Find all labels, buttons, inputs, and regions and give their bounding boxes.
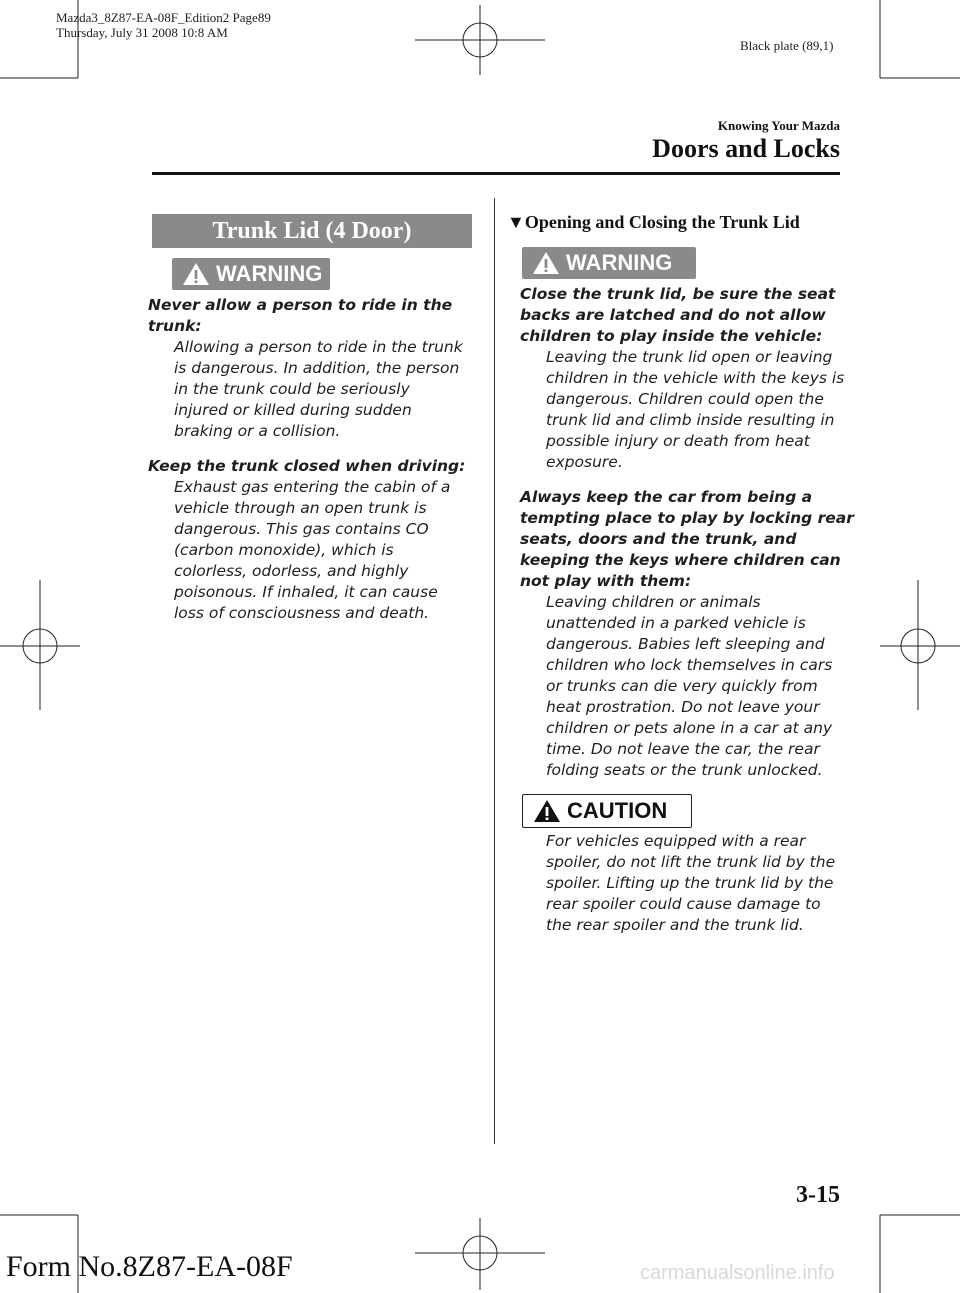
item-body: dangerous. This gas contains CO xyxy=(174,520,429,538)
page-title-banner: Trunk Lid (4 Door) xyxy=(152,214,472,248)
caution-line: rear spoiler could cause damage to xyxy=(546,895,821,913)
column-divider xyxy=(494,198,495,1144)
caution-badge xyxy=(522,794,692,828)
item-body: heat prostration. Do not leave your xyxy=(546,698,820,716)
item-body: or trunks can die very quickly from xyxy=(546,677,818,695)
item-head: Close the trunk lid, be sure the seat xyxy=(520,285,836,303)
caution-line: spoiler, do not lift the trunk lid by the xyxy=(546,853,836,871)
item-body: children in the vehicle with the keys is xyxy=(546,369,845,387)
warning-triangle-icon xyxy=(532,251,560,275)
subheading-text: Opening and Closing the Trunk Lid xyxy=(524,212,800,232)
caution-line: spoiler. Lifting up the trunk lid by the xyxy=(546,874,834,892)
triangle-bullet-icon: ▼ xyxy=(507,212,525,232)
item-body: is dangerous. In addition, the person xyxy=(174,359,460,377)
warning-triangle-icon xyxy=(182,262,210,286)
item-head: trunk: xyxy=(148,317,202,335)
item-body: folding seats or the trunk unlocked. xyxy=(546,761,823,779)
item-head: Keep the trunk closed when driving: xyxy=(148,457,466,475)
item-body: possible injury or death from heat xyxy=(546,432,810,450)
warning-label: WARNING xyxy=(566,250,673,275)
item-body: exposure. xyxy=(546,453,623,471)
item-body: children who lock themselves in cars xyxy=(546,656,833,674)
item-body: vehicle through an open trunk is xyxy=(174,499,427,517)
item-head: children to play inside the vehicle: xyxy=(520,327,823,345)
print-meta-line2: Thursday, July 31 2008 10:8 AM xyxy=(56,25,228,40)
item-body: injured or killed during sudden xyxy=(174,401,412,419)
item-body: (carbon monoxide), which is xyxy=(174,541,394,559)
warning-badge-right xyxy=(522,247,696,279)
caution-triangle-icon xyxy=(533,799,561,823)
item-body: Leaving the trunk lid open or leaving xyxy=(546,348,833,366)
item-body: loss of consciousness and death. xyxy=(174,604,430,622)
item-body: poisonous. If inhaled, it can cause xyxy=(174,583,438,601)
caution-text xyxy=(520,831,860,936)
item-body: trunk lid and climb inside resulting in xyxy=(546,411,835,429)
item-body: in the trunk could be seriously xyxy=(174,380,410,398)
caution-line: For vehicles equipped with a rear xyxy=(546,832,806,850)
item-body: Allowing a person to ride in the trunk xyxy=(174,338,463,356)
item-body: children or pets alone in a car at any xyxy=(546,719,833,737)
subheading xyxy=(507,212,800,233)
watermark: carmanualsonline.info xyxy=(640,1262,835,1284)
print-metadata xyxy=(56,10,271,40)
header-rule xyxy=(152,172,840,175)
left-warning-text xyxy=(148,295,488,624)
item-body: Leaving children or animals xyxy=(546,593,761,611)
print-meta-line1: Mazda3_8Z87-EA-08F_Edition2 Page89 xyxy=(56,10,271,25)
item-head: Always keep the car from being a xyxy=(520,488,813,506)
warning-label: WARNING xyxy=(216,261,323,286)
item-head: seats, doors and the trunk, and xyxy=(520,530,797,548)
section-chapter: Knowing Your Mazda xyxy=(717,118,840,133)
item-body: dangerous. Children could open the xyxy=(546,390,824,408)
item-body: unattended in a parked vehicle is xyxy=(546,614,806,632)
plate-label: Black plate (89,1) xyxy=(740,38,834,53)
item-body: colorless, odorless, and highly xyxy=(174,562,409,580)
caution-label: CAUTION xyxy=(567,798,668,823)
warning-badge-left xyxy=(172,258,330,290)
form-number: Form No.8Z87-EA-08F xyxy=(6,1250,293,1283)
item-head: keeping the keys where children can xyxy=(520,551,841,569)
item-body: braking or a collision. xyxy=(174,422,341,440)
item-head: not play with them: xyxy=(520,572,692,590)
page-number: 3-15 xyxy=(796,1182,840,1208)
item-body: time. Do not leave the car, the rear xyxy=(546,740,820,758)
right-warning-text xyxy=(520,284,860,781)
item-body: dangerous. Babies left sleeping and xyxy=(546,635,825,653)
item-head: Never allow a person to ride in the xyxy=(148,296,453,314)
section-title: Doors and Locks xyxy=(652,134,840,163)
caution-line: the rear spoiler and the trunk lid. xyxy=(546,916,804,934)
item-body: Exhaust gas entering the cabin of a xyxy=(174,478,451,496)
item-head: tempting place to play by locking rear xyxy=(520,509,854,527)
item-head: backs are latched and do not allow xyxy=(520,306,826,324)
